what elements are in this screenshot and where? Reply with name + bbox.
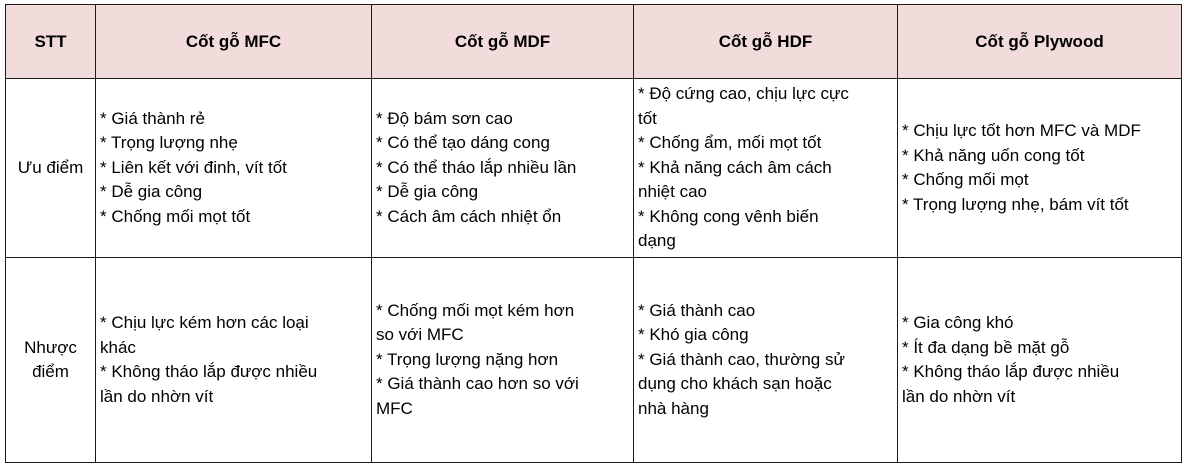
cell-line: lần do nhờn vít (902, 386, 1016, 406)
cell-line: * Giá thành cao, thường sử (638, 349, 845, 369)
cell-line: * Chịu lực tốt hơn MFC và MDF (902, 121, 1141, 140)
header-stt: STT (6, 5, 96, 79)
cell-line: * Gia công khó (902, 313, 1014, 332)
cell-mdf-disadvantages (372, 258, 634, 463)
cell-line: * Khó gia công (638, 325, 749, 345)
cell-line: * Trọng lượng nặng hơn (376, 349, 559, 369)
cell-line: * Khả năng uốn cong tốt (902, 145, 1085, 165)
cell-line: * Chống mối mọt kém hơn (376, 300, 575, 320)
cell-line: * Độ cứng cao, chịu lực cực (638, 84, 849, 104)
cell-line: * Giá thành cao hơn so với (376, 374, 579, 394)
cell-line: * Chống mối mọt tốt (100, 206, 251, 226)
cell-mdf-advantages (372, 79, 634, 258)
cell-line: * Không cong vênh biến (638, 206, 819, 226)
cell-line: * Không tháo lắp được nhiều (100, 362, 318, 381)
cell-line: nhà hàng (638, 398, 709, 418)
cell-plywood-advantages (898, 79, 1182, 258)
header-hdf: Cốt gỗ HDF (634, 5, 898, 79)
cell-line: * Dễ gia công (100, 182, 203, 202)
cell-line: * Trọng lượng nhẹ, bám vít tốt (902, 194, 1129, 214)
cell-line: * Giá thành cao (638, 300, 756, 320)
cell-line: dạng (638, 231, 676, 251)
row-disadvantages (6, 258, 1182, 463)
cell-line: * Cách âm cách nhiệt ổn (376, 206, 562, 226)
cell-line: * Giá thành rẻ (100, 108, 205, 128)
cell-line: dụng cho khách sạn hoặc (638, 374, 832, 394)
row-label-line: Nhược (24, 337, 77, 357)
cell-line: tốt (638, 108, 657, 128)
cell-line: * Trọng lượng nhẹ (100, 133, 238, 153)
cell-line: * Ít đa dạng bề mặt gỗ (902, 337, 1070, 357)
cell-line: * Có thể tháo lắp nhiều lần (376, 157, 577, 177)
cell-mfc-disadvantages (96, 258, 372, 463)
cell-line: * Chống ẩm, mối mọt tốt (638, 133, 822, 153)
row-label-advantages (6, 79, 96, 258)
header-row (6, 5, 1182, 79)
cell-hdf-disadvantages (634, 258, 898, 463)
cell-line: * Khả năng cách âm cách (638, 157, 832, 177)
cell-line: nhiệt cao (638, 182, 707, 202)
cell-line: lần do nhờn vít (100, 386, 214, 406)
header-plywood: Cốt gỗ Plywood (898, 5, 1182, 79)
cell-line: * Chịu lực kém hơn các loại (100, 313, 309, 332)
row-advantages (6, 79, 1182, 258)
cell-line: * Chống mối mọt (902, 170, 1029, 189)
cell-mfc-advantages (96, 79, 372, 258)
cell-line: * Dễ gia công (376, 182, 479, 202)
comparison-table (5, 4, 1182, 463)
cell-plywood-disadvantages (898, 258, 1182, 463)
cell-line: * Có thể tạo dáng cong (376, 133, 550, 153)
row-label-line: điểm (32, 362, 69, 381)
row-label-line: Ưu điểm (17, 157, 84, 177)
cell-line: * Độ bám sơn cao (376, 108, 513, 128)
cell-line: so với MFC (376, 325, 464, 345)
cell-line: * Liên kết với đinh, vít tốt (100, 157, 287, 177)
header-mfc: Cốt gỗ MFC (96, 5, 372, 79)
cell-hdf-advantages (634, 79, 898, 258)
row-label-disadvantages (6, 258, 96, 463)
cell-line: khác (100, 337, 136, 357)
cell-line: * Không tháo lắp được nhiều (902, 362, 1120, 381)
header-mdf: Cốt gỗ MDF (372, 5, 634, 79)
cell-line: MFC (376, 398, 413, 418)
